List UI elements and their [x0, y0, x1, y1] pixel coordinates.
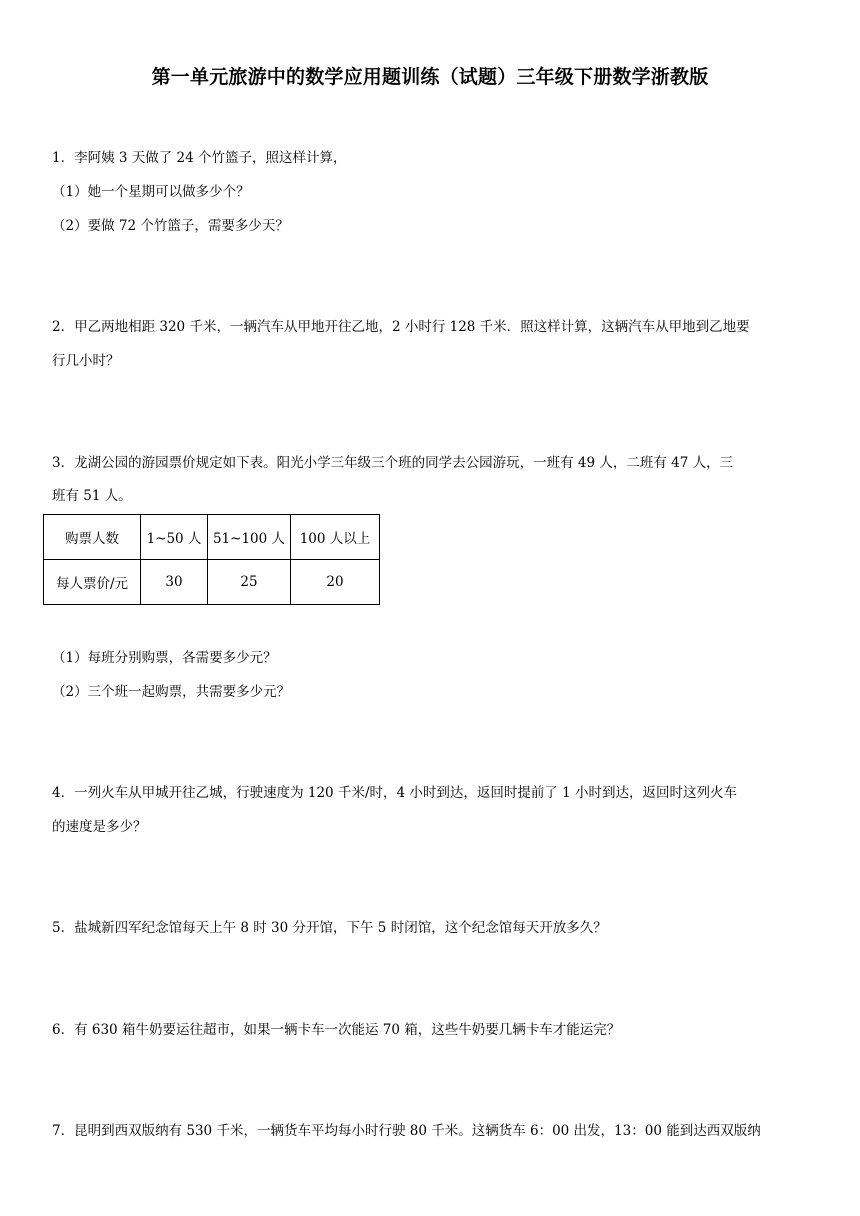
question-line: 的速度是多少？ — [52, 819, 147, 835]
question-line: 2．甲乙两地相距 320 千米，一辆汽车从甲地开往乙地，2 小时行 128 千米．照这样计算，这辆汽车从甲地到乙地要 — [52, 319, 750, 335]
question-line: 4．一列火车从甲城开往乙城，行驶速度为 120 千米/时，4 小时到达，返回时提前了 1 小时到达，返回时这列火车 — [52, 785, 738, 801]
question-line: 1．李阿姨 3 天做了 24 个竹篮子，照这样计算， — [52, 150, 347, 166]
question-line: （1）她一个星期可以做多少个？ — [52, 184, 250, 200]
question-line: 行几小时？ — [52, 353, 120, 369]
table-cell: 100 人以上 — [291, 515, 380, 560]
question-line: 5．盐城新四军纪念馆每天上午 8 时 30 分开馆，下午 5 时闭馆，这个纪念馆每天开放多久？ — [52, 920, 607, 936]
table-cell: 30 — [141, 560, 208, 605]
table-row — [44, 560, 380, 605]
table-cell: 25 — [208, 560, 291, 605]
question-line: （1）每班分别购票，各需要多少元？ — [52, 650, 277, 666]
table-cell: 每人票价/元 — [44, 560, 141, 605]
table-row — [44, 515, 380, 560]
table-cell: 1~50 人 — [141, 515, 208, 560]
question-line: 6．有 630 箱牛奶要运往超市，如果一辆卡车一次能运 70 箱，这些牛奶要几辆卡车才能运完？ — [52, 1022, 621, 1038]
table-cell: 20 — [291, 560, 380, 605]
question-line: （2）要做 72 个竹篮子，需要多少天？ — [52, 218, 289, 234]
table-cell: 购票人数 — [44, 515, 141, 560]
question-line: 7．昆明到西双版纳有 530 千米，一辆货车平均每小时行驶 80 千米。这辆货车 6：00 出发，13：00 能到达西双版纳 — [52, 1123, 761, 1139]
page-title: 第一单元旅游中的数学应用题训练（试题）三年级下册数学浙教版 — [151, 66, 709, 88]
question-line: 3．龙湖公园的游园票价规定如下表。阳光小学三年级三个班的同学去公园游玩，一班有 49 人，二班有 47 人，三 — [52, 455, 734, 471]
question-line: （2）三个班一起购票，共需要多少元？ — [52, 684, 291, 700]
ticket-price-table — [43, 514, 380, 605]
table-cell: 51~100 人 — [208, 515, 291, 560]
question-line: 班有 51 人。 — [52, 488, 132, 504]
